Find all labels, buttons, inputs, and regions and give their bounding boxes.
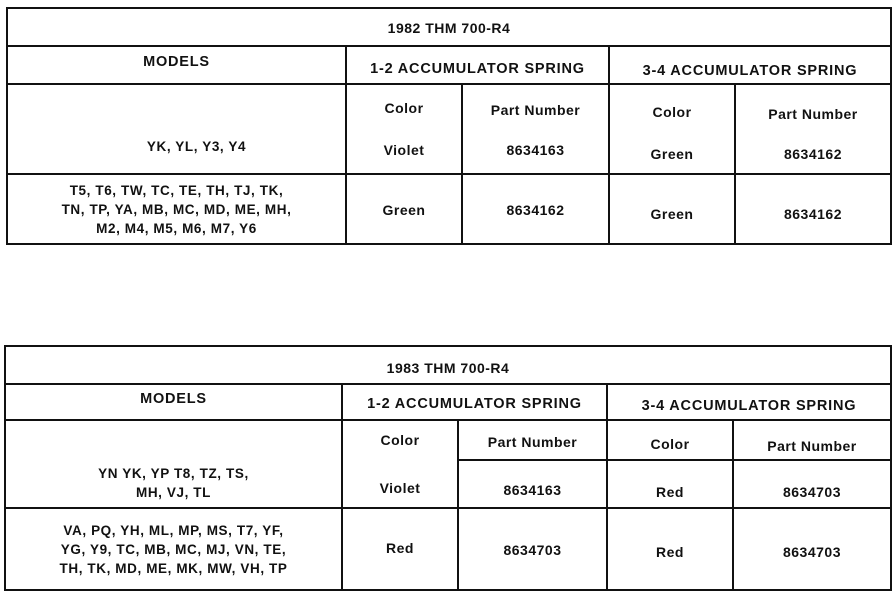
row-1-color-3-4: Green [650,146,694,162]
row-2-part-1-2: 8634162 [506,202,565,218]
header-models: MODELS [143,54,210,70]
row-1-part-3-4: 8634703 [782,484,841,500]
row-1-color-1-2: Violet [379,480,421,496]
row-2-part-1-2: 8634703 [503,542,562,558]
row-2-models: T5, T6, TW, TC, TE, TH, TJ, TK, TN, TP, YA, MB, MC, MD, ME, MH, M2, M4, M5, M6, M7, Y6 [61,182,292,236]
table-title: 1983 THM 700-R4 [386,360,510,376]
row-1-part-3-4: 8634162 [783,146,842,162]
row-2-color-1-2: Red [386,540,414,556]
subheader-part-1-2: Part Number [490,102,581,118]
subheader-part-3-4: Part Number [768,106,858,122]
row-1-part-1-2: 8634163 [506,142,565,158]
header-models: MODELS [140,391,207,407]
row-2-part-3-4: 8634703 [782,544,841,560]
row-1-models: YK, YL, Y3, Y4 [146,138,247,154]
subheader-color-1-2: Color [380,432,420,448]
subheader-color-1-2: Color [384,100,424,116]
subheader-part-1-2: Part Number [487,434,578,450]
row-2-color-3-4: Green [650,206,694,222]
divider [457,459,890,461]
row-1-color-1-2: Violet [383,142,425,158]
subheader-color-3-4: Color [650,436,690,452]
row-1-color-3-4: Red [656,484,684,500]
header-1-2-spring: 1-2 ACCUMULATOR SPRING [367,396,582,412]
table-title: 1982 THM 700-R4 [387,20,511,36]
subheader-color-3-4: Color [652,104,692,120]
row-2-part-3-4: 8634162 [783,206,842,222]
table-1983 [4,345,892,591]
header-3-4-spring: 3-4 ACCUMULATOR SPRING [641,398,857,414]
row-2-color-1-2: Green [382,202,426,218]
subheader-part-3-4: Part Number [767,438,857,454]
header-3-4-spring: 3-4 ACCUMULATOR SPRING [642,63,858,79]
row-2-color-3-4: Red [656,544,684,560]
row-1-models: YN YK, YP T8, TZ, TS, MH, VJ, TL [98,466,249,500]
table-1982 [6,7,892,245]
row-2-models: VA, PQ, YH, ML, MP, MS, T7, YF, YG, Y9, TC, MB, MC, MJ, VN, TE, TH, TK, MD, ME, MK, MW, VH, TP [59,522,288,576]
row-1-part-1-2: 8634163 [503,482,562,498]
header-1-2-spring: 1-2 ACCUMULATOR SPRING [370,61,585,77]
